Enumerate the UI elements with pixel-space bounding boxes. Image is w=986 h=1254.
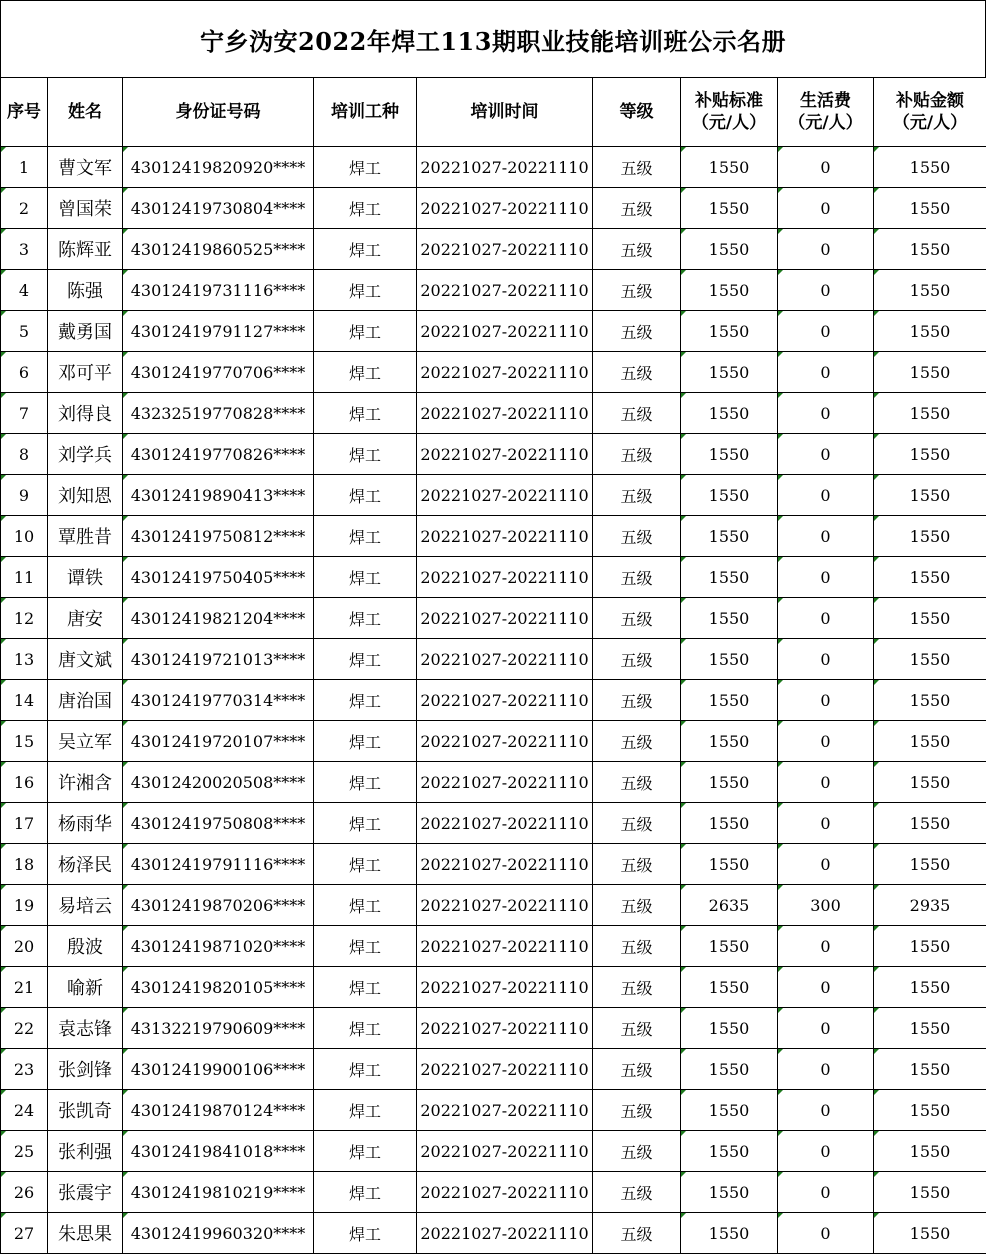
- cell-trade: 焊工: [314, 1172, 417, 1213]
- cell-name: 唐治国: [48, 680, 123, 721]
- table-row: [1, 598, 986, 639]
- cell-trade: 焊工: [314, 229, 417, 270]
- table-row: [1, 352, 986, 393]
- cell-level: 五级: [593, 1008, 681, 1049]
- cell-no: 11: [1, 557, 48, 598]
- cell-name: 刘得良: [48, 393, 123, 434]
- header-subsidy-amount: 补贴金额 （元/人）: [874, 78, 986, 147]
- cell-no: 14: [1, 680, 48, 721]
- cell-no: 25: [1, 1131, 48, 1172]
- cell-no: 10: [1, 516, 48, 557]
- cell-name: 张剑锋: [48, 1049, 123, 1090]
- header-id-number: 身份证号码: [123, 78, 314, 147]
- cell-subsidy-standard: 1550: [681, 967, 778, 1008]
- cell-id-number: 43012419770826****: [123, 434, 314, 475]
- cell-name: 吴立军: [48, 721, 123, 762]
- cell-trade: 焊工: [314, 639, 417, 680]
- cell-trade: 焊工: [314, 393, 417, 434]
- cell-living-allowance: 0: [778, 598, 874, 639]
- table-row: [1, 311, 986, 352]
- cell-no: 22: [1, 1008, 48, 1049]
- cell-level: 五级: [593, 1090, 681, 1131]
- cell-period: 20221027-20221110: [417, 762, 593, 803]
- cell-id-number: 43012419871020****: [123, 926, 314, 967]
- cell-level: 五级: [593, 188, 681, 229]
- table-body: [1, 147, 986, 1254]
- cell-id-number: 43012419841018****: [123, 1131, 314, 1172]
- cell-level: 五级: [593, 475, 681, 516]
- cell-no: 7: [1, 393, 48, 434]
- cell-period: 20221027-20221110: [417, 557, 593, 598]
- table-row: [1, 885, 986, 926]
- table-row: [1, 1213, 986, 1254]
- cell-subsidy-standard: 1550: [681, 270, 778, 311]
- cell-period: 20221027-20221110: [417, 1172, 593, 1213]
- cell-level: 五级: [593, 557, 681, 598]
- cell-subsidy-standard: 1550: [681, 1008, 778, 1049]
- cell-living-allowance: 0: [778, 762, 874, 803]
- cell-subsidy-standard: 1550: [681, 434, 778, 475]
- cell-subsidy-amount: 1550: [874, 844, 986, 885]
- cell-id-number: 43012419900106****: [123, 1049, 314, 1090]
- cell-subsidy-amount: 1550: [874, 352, 986, 393]
- cell-subsidy-standard: 1550: [681, 803, 778, 844]
- cell-trade: 焊工: [314, 147, 417, 188]
- cell-no: 3: [1, 229, 48, 270]
- cell-subsidy-standard: 1550: [681, 1090, 778, 1131]
- cell-subsidy-standard: 1550: [681, 188, 778, 229]
- cell-living-allowance: 0: [778, 844, 874, 885]
- cell-level: 五级: [593, 926, 681, 967]
- cell-no: 6: [1, 352, 48, 393]
- table-row: [1, 475, 986, 516]
- cell-level: 五级: [593, 516, 681, 557]
- cell-period: 20221027-20221110: [417, 311, 593, 352]
- cell-subsidy-amount: 1550: [874, 803, 986, 844]
- cell-name: 杨雨华: [48, 803, 123, 844]
- cell-trade: 焊工: [314, 721, 417, 762]
- cell-name: 张利强: [48, 1131, 123, 1172]
- table-row: [1, 844, 986, 885]
- cell-id-number: 43132219790609****: [123, 1008, 314, 1049]
- cell-id-number: 43012419750405****: [123, 557, 314, 598]
- cell-name: 许湘含: [48, 762, 123, 803]
- cell-trade: 焊工: [314, 475, 417, 516]
- header-level: 等级: [593, 78, 681, 147]
- cell-living-allowance: 0: [778, 1131, 874, 1172]
- cell-id-number: 43012419890413****: [123, 475, 314, 516]
- cell-level: 五级: [593, 1213, 681, 1254]
- cell-subsidy-amount: 1550: [874, 926, 986, 967]
- table-row: [1, 557, 986, 598]
- cell-subsidy-standard: 1550: [681, 311, 778, 352]
- cell-no: 17: [1, 803, 48, 844]
- cell-name: 谭铁: [48, 557, 123, 598]
- cell-no: 5: [1, 311, 48, 352]
- cell-name: 陈强: [48, 270, 123, 311]
- cell-id-number: 43012419820105****: [123, 967, 314, 1008]
- cell-subsidy-amount: 1550: [874, 270, 986, 311]
- cell-period: 20221027-20221110: [417, 967, 593, 1008]
- cell-id-number: 43012420020508****: [123, 762, 314, 803]
- cell-trade: 焊工: [314, 1008, 417, 1049]
- cell-period: 20221027-20221110: [417, 680, 593, 721]
- cell-no: 18: [1, 844, 48, 885]
- table-row: [1, 926, 986, 967]
- cell-name: 殷波: [48, 926, 123, 967]
- cell-name: 张凯奇: [48, 1090, 123, 1131]
- table-row: [1, 1131, 986, 1172]
- cell-no: 4: [1, 270, 48, 311]
- cell-subsidy-standard: 1550: [681, 1131, 778, 1172]
- cell-trade: 焊工: [314, 1049, 417, 1090]
- table-row: [1, 721, 986, 762]
- cell-name: 曾国荣: [48, 188, 123, 229]
- cell-trade: 焊工: [314, 434, 417, 475]
- cell-subsidy-amount: 1550: [874, 967, 986, 1008]
- cell-living-allowance: 0: [778, 434, 874, 475]
- cell-living-allowance: 0: [778, 393, 874, 434]
- cell-subsidy-amount: 1550: [874, 311, 986, 352]
- table-row: [1, 270, 986, 311]
- cell-trade: 焊工: [314, 1131, 417, 1172]
- cell-subsidy-amount: 1550: [874, 434, 986, 475]
- cell-name: 唐文斌: [48, 639, 123, 680]
- cell-period: 20221027-20221110: [417, 1131, 593, 1172]
- table-row: [1, 434, 986, 475]
- cell-no: 1: [1, 147, 48, 188]
- cell-no: 21: [1, 967, 48, 1008]
- cell-subsidy-amount: 1550: [874, 147, 986, 188]
- cell-living-allowance: 0: [778, 1213, 874, 1254]
- cell-no: 27: [1, 1213, 48, 1254]
- cell-id-number: 43012419770706****: [123, 352, 314, 393]
- cell-id-number: 43012419810219****: [123, 1172, 314, 1213]
- cell-name: 陈辉亚: [48, 229, 123, 270]
- cell-living-allowance: 0: [778, 270, 874, 311]
- cell-subsidy-amount: 2935: [874, 885, 986, 926]
- page-title: 宁乡沩安2022年焊工113期职业技能培训班公示名册: [0, 0, 986, 77]
- table-row: [1, 1049, 986, 1090]
- cell-living-allowance: 0: [778, 639, 874, 680]
- cell-no: 26: [1, 1172, 48, 1213]
- cell-period: 20221027-20221110: [417, 598, 593, 639]
- cell-subsidy-amount: 1550: [874, 557, 986, 598]
- cell-living-allowance: 0: [778, 516, 874, 557]
- cell-trade: 焊工: [314, 270, 417, 311]
- cell-no: 2: [1, 188, 48, 229]
- cell-period: 20221027-20221110: [417, 844, 593, 885]
- cell-subsidy-amount: 1550: [874, 1172, 986, 1213]
- cell-subsidy-amount: 1550: [874, 1049, 986, 1090]
- table-row: [1, 1090, 986, 1131]
- cell-trade: 焊工: [314, 844, 417, 885]
- cell-period: 20221027-20221110: [417, 352, 593, 393]
- cell-no: 12: [1, 598, 48, 639]
- cell-subsidy-standard: 1550: [681, 147, 778, 188]
- cell-subsidy-standard: 1550: [681, 352, 778, 393]
- cell-living-allowance: 0: [778, 1172, 874, 1213]
- cell-living-allowance: 0: [778, 1049, 874, 1090]
- table-row: [1, 967, 986, 1008]
- cell-trade: 焊工: [314, 926, 417, 967]
- cell-subsidy-amount: 1550: [874, 516, 986, 557]
- cell-period: 20221027-20221110: [417, 516, 593, 557]
- cell-subsidy-standard: 1550: [681, 1049, 778, 1090]
- table-row: [1, 762, 986, 803]
- table-row: [1, 803, 986, 844]
- cell-living-allowance: 0: [778, 147, 874, 188]
- cell-trade: 焊工: [314, 680, 417, 721]
- cell-subsidy-standard: 1550: [681, 926, 778, 967]
- cell-period: 20221027-20221110: [417, 1049, 593, 1090]
- cell-name: 张震宇: [48, 1172, 123, 1213]
- cell-subsidy-amount: 1550: [874, 1008, 986, 1049]
- cell-subsidy-standard: 1550: [681, 721, 778, 762]
- cell-subsidy-amount: 1550: [874, 680, 986, 721]
- cell-no: 24: [1, 1090, 48, 1131]
- cell-no: 8: [1, 434, 48, 475]
- cell-name: 刘学兵: [48, 434, 123, 475]
- header-subsidy-standard: 补贴标准 （元/人）: [681, 78, 778, 147]
- cell-period: 20221027-20221110: [417, 393, 593, 434]
- cell-name: 喻新: [48, 967, 123, 1008]
- cell-level: 五级: [593, 393, 681, 434]
- cell-period: 20221027-20221110: [417, 229, 593, 270]
- cell-id-number: 43012419730804****: [123, 188, 314, 229]
- cell-level: 五级: [593, 762, 681, 803]
- cell-name: 曹文军: [48, 147, 123, 188]
- cell-trade: 焊工: [314, 311, 417, 352]
- cell-period: 20221027-20221110: [417, 1090, 593, 1131]
- cell-subsidy-standard: 1550: [681, 229, 778, 270]
- cell-subsidy-standard: 1550: [681, 762, 778, 803]
- cell-id-number: 43012419821204****: [123, 598, 314, 639]
- cell-trade: 焊工: [314, 885, 417, 926]
- cell-living-allowance: 0: [778, 926, 874, 967]
- cell-living-allowance: 0: [778, 680, 874, 721]
- cell-subsidy-standard: 2635: [681, 885, 778, 926]
- cell-subsidy-amount: 1550: [874, 762, 986, 803]
- cell-name: 邓可平: [48, 352, 123, 393]
- cell-id-number: 43012419750808****: [123, 803, 314, 844]
- cell-level: 五级: [593, 803, 681, 844]
- cell-living-allowance: 0: [778, 475, 874, 516]
- cell-no: 13: [1, 639, 48, 680]
- cell-trade: 焊工: [314, 967, 417, 1008]
- cell-name: 唐安: [48, 598, 123, 639]
- cell-trade: 焊工: [314, 1090, 417, 1131]
- cell-level: 五级: [593, 639, 681, 680]
- cell-trade: 焊工: [314, 762, 417, 803]
- cell-subsidy-standard: 1550: [681, 639, 778, 680]
- cell-name: 朱思果: [48, 1213, 123, 1254]
- cell-id-number: 43012419870124****: [123, 1090, 314, 1131]
- cell-id-number: 43012419720107****: [123, 721, 314, 762]
- cell-living-allowance: 0: [778, 1090, 874, 1131]
- cell-id-number: 43012419820920****: [123, 147, 314, 188]
- cell-living-allowance: 0: [778, 352, 874, 393]
- cell-level: 五级: [593, 270, 681, 311]
- cell-subsidy-amount: 1550: [874, 188, 986, 229]
- cell-trade: 焊工: [314, 598, 417, 639]
- cell-id-number: 43012419770314****: [123, 680, 314, 721]
- cell-name: 覃胜昔: [48, 516, 123, 557]
- header-trade: 培训工种: [314, 78, 417, 147]
- cell-trade: 焊工: [314, 803, 417, 844]
- cell-level: 五级: [593, 311, 681, 352]
- table-row: [1, 147, 986, 188]
- cell-period: 20221027-20221110: [417, 434, 593, 475]
- table-row: [1, 639, 986, 680]
- table-row: [1, 680, 986, 721]
- cell-level: 五级: [593, 147, 681, 188]
- cell-subsidy-amount: 1550: [874, 1090, 986, 1131]
- cell-no: 23: [1, 1049, 48, 1090]
- cell-level: 五级: [593, 1172, 681, 1213]
- cell-living-allowance: 0: [778, 1008, 874, 1049]
- cell-subsidy-amount: 1550: [874, 393, 986, 434]
- cell-living-allowance: 0: [778, 803, 874, 844]
- cell-id-number: 43012419791116****: [123, 844, 314, 885]
- cell-level: 五级: [593, 434, 681, 475]
- cell-id-number: 43012419791127****: [123, 311, 314, 352]
- cell-name: 袁志锋: [48, 1008, 123, 1049]
- cell-trade: 焊工: [314, 1213, 417, 1254]
- cell-no: 19: [1, 885, 48, 926]
- cell-level: 五级: [593, 885, 681, 926]
- cell-subsidy-standard: 1550: [681, 680, 778, 721]
- header-living-allowance: 生活费 （元/人）: [778, 78, 874, 147]
- cell-period: 20221027-20221110: [417, 475, 593, 516]
- table-row: [1, 393, 986, 434]
- cell-name: 杨泽民: [48, 844, 123, 885]
- header-no: 序号: [1, 78, 48, 147]
- cell-period: 20221027-20221110: [417, 803, 593, 844]
- table-row: [1, 188, 986, 229]
- cell-subsidy-standard: 1550: [681, 475, 778, 516]
- cell-living-allowance: 300: [778, 885, 874, 926]
- cell-level: 五级: [593, 844, 681, 885]
- cell-subsidy-standard: 1550: [681, 393, 778, 434]
- cell-id-number: 43012419721013****: [123, 639, 314, 680]
- table-row: [1, 516, 986, 557]
- cell-period: 20221027-20221110: [417, 885, 593, 926]
- cell-living-allowance: 0: [778, 967, 874, 1008]
- cell-living-allowance: 0: [778, 721, 874, 762]
- header-period: 培训时间: [417, 78, 593, 147]
- cell-subsidy-amount: 1550: [874, 639, 986, 680]
- table-row: [1, 229, 986, 270]
- cell-living-allowance: 0: [778, 557, 874, 598]
- cell-name: 戴勇国: [48, 311, 123, 352]
- cell-living-allowance: 0: [778, 311, 874, 352]
- cell-subsidy-standard: 1550: [681, 1213, 778, 1254]
- cell-level: 五级: [593, 1131, 681, 1172]
- cell-name: 刘知恩: [48, 475, 123, 516]
- cell-subsidy-amount: 1550: [874, 1213, 986, 1254]
- cell-subsidy-amount: 1550: [874, 1131, 986, 1172]
- header-name: 姓名: [48, 78, 123, 147]
- cell-subsidy-amount: 1550: [874, 229, 986, 270]
- roster-table: [0, 77, 986, 1254]
- cell-no: 9: [1, 475, 48, 516]
- cell-level: 五级: [593, 229, 681, 270]
- cell-id-number: 43012419870206****: [123, 885, 314, 926]
- cell-period: 20221027-20221110: [417, 147, 593, 188]
- cell-id-number: 43012419731116****: [123, 270, 314, 311]
- cell-period: 20221027-20221110: [417, 1008, 593, 1049]
- cell-name: 易培云: [48, 885, 123, 926]
- cell-level: 五级: [593, 680, 681, 721]
- cell-subsidy-standard: 1550: [681, 844, 778, 885]
- cell-no: 15: [1, 721, 48, 762]
- cell-period: 20221027-20221110: [417, 639, 593, 680]
- cell-level: 五级: [593, 352, 681, 393]
- cell-level: 五级: [593, 721, 681, 762]
- cell-id-number: 43012419860525****: [123, 229, 314, 270]
- cell-id-number: 43232519770828****: [123, 393, 314, 434]
- cell-living-allowance: 0: [778, 229, 874, 270]
- cell-no: 16: [1, 762, 48, 803]
- cell-subsidy-standard: 1550: [681, 598, 778, 639]
- cell-subsidy-amount: 1550: [874, 721, 986, 762]
- cell-no: 20: [1, 926, 48, 967]
- cell-living-allowance: 0: [778, 188, 874, 229]
- table-row: [1, 1008, 986, 1049]
- cell-trade: 焊工: [314, 516, 417, 557]
- cell-subsidy-standard: 1550: [681, 557, 778, 598]
- cell-id-number: 43012419750812****: [123, 516, 314, 557]
- cell-subsidy-standard: 1550: [681, 1172, 778, 1213]
- cell-level: 五级: [593, 1049, 681, 1090]
- cell-period: 20221027-20221110: [417, 270, 593, 311]
- cell-level: 五级: [593, 967, 681, 1008]
- cell-subsidy-amount: 1550: [874, 475, 986, 516]
- cell-subsidy-standard: 1550: [681, 516, 778, 557]
- cell-trade: 焊工: [314, 557, 417, 598]
- table-row: [1, 1172, 986, 1213]
- cell-subsidy-amount: 1550: [874, 598, 986, 639]
- cell-trade: 焊工: [314, 352, 417, 393]
- cell-period: 20221027-20221110: [417, 926, 593, 967]
- cell-level: 五级: [593, 598, 681, 639]
- cell-id-number: 43012419960320****: [123, 1213, 314, 1254]
- cell-period: 20221027-20221110: [417, 1213, 593, 1254]
- cell-period: 20221027-20221110: [417, 188, 593, 229]
- cell-trade: 焊工: [314, 188, 417, 229]
- cell-period: 20221027-20221110: [417, 721, 593, 762]
- header-row: [1, 78, 986, 147]
